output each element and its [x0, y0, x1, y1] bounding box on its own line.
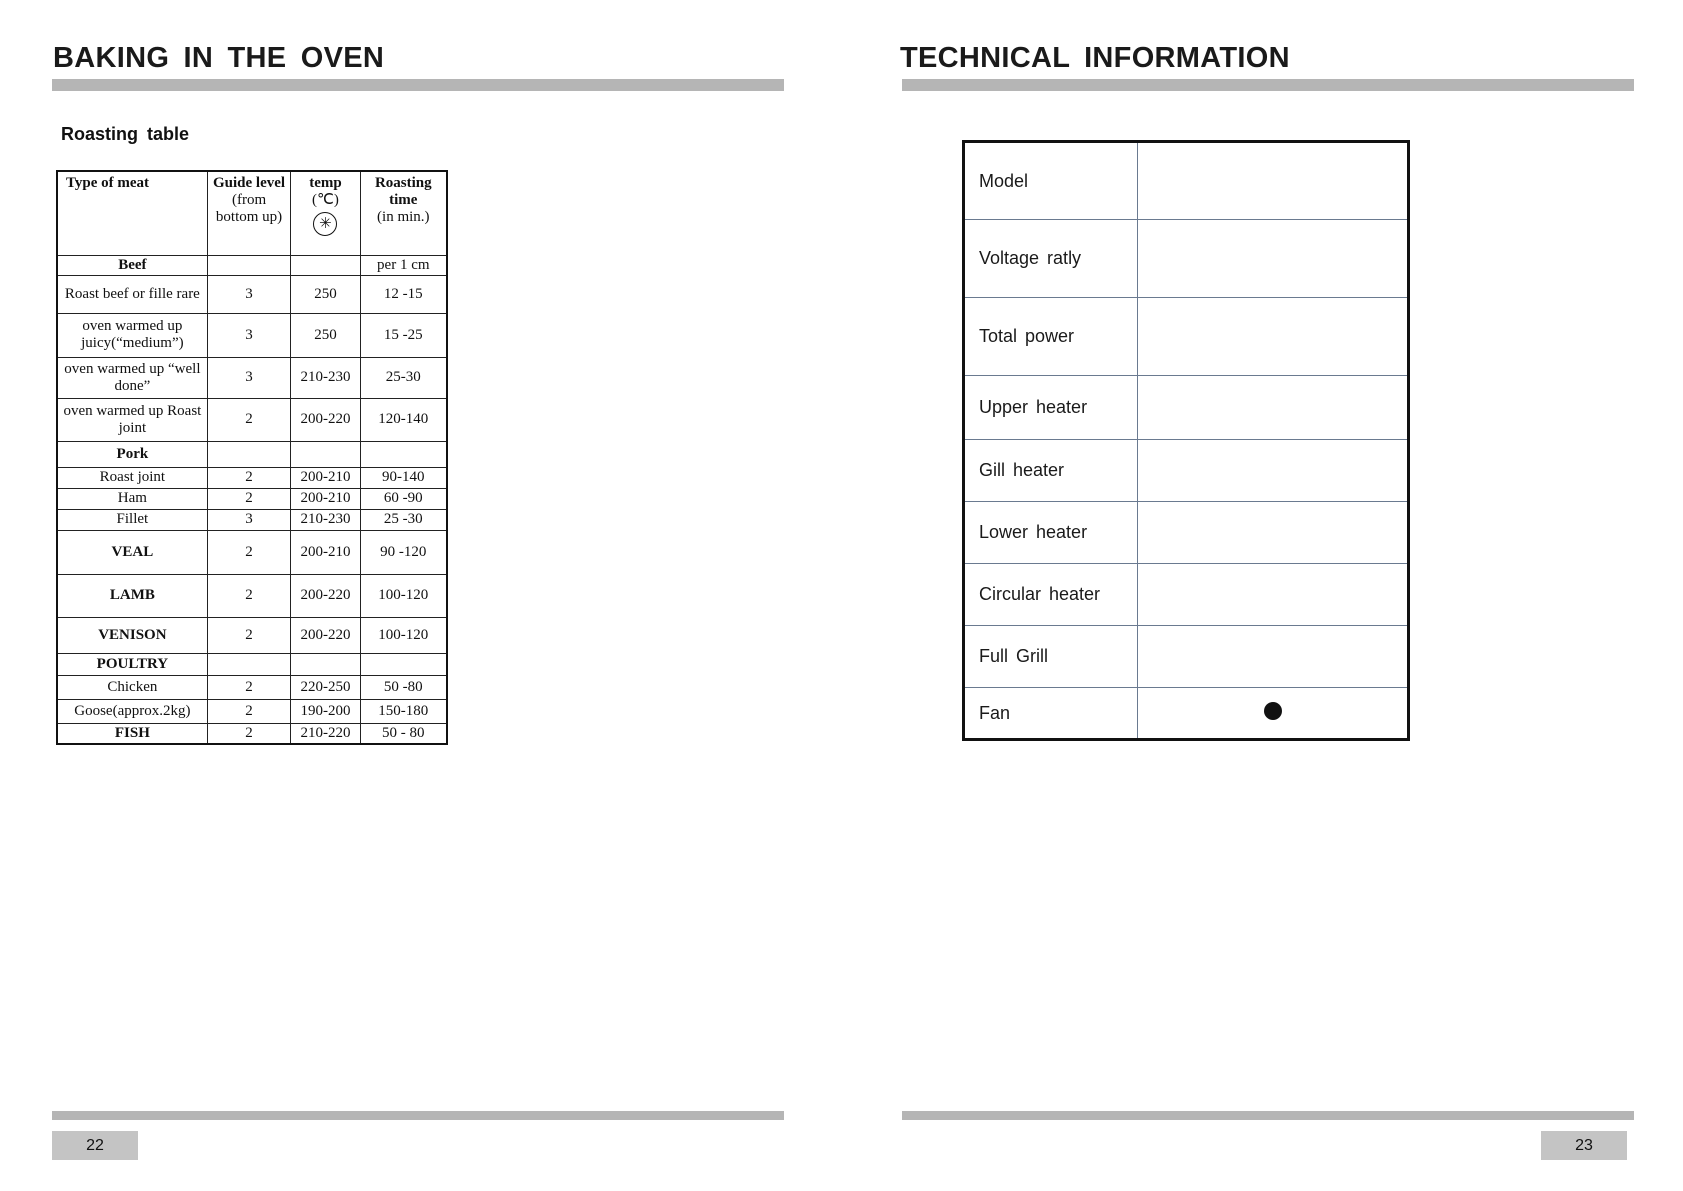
cell-roasting-time: 50 - 80 — [360, 723, 447, 744]
table-row — [964, 564, 1409, 626]
cell-roasting-time: 120-140 — [360, 398, 447, 441]
cell-guide-level: 3 — [207, 357, 291, 398]
section-subtitle: Roasting table — [61, 124, 190, 144]
table-row — [57, 530, 447, 574]
table-row — [57, 675, 447, 699]
cell-guide-level: 2 — [207, 723, 291, 744]
cell-roasting-time: 12 -15 — [360, 275, 447, 313]
cell-temp: 200-220 — [291, 574, 360, 617]
table-row — [964, 220, 1409, 298]
footer-rule — [52, 1111, 784, 1120]
table-row — [964, 688, 1409, 740]
header-guide-level-sub2: bottom up) — [215, 209, 283, 225]
header-temp-title: temp — [309, 175, 342, 191]
technical-info-body — [964, 142, 1409, 740]
table-row — [964, 502, 1409, 564]
cell-temp: 200-220 — [291, 398, 360, 441]
table-row — [57, 723, 447, 744]
cell-roasting-time: 90-140 — [360, 467, 447, 488]
cell-roasting-time: 25 -30 — [360, 509, 447, 530]
table-row — [57, 617, 447, 653]
header-time-title2: time — [389, 192, 418, 208]
cell-roasting-time — [360, 653, 447, 675]
cell-temp — [291, 255, 360, 275]
cell-roasting-time: 25-30 — [360, 357, 447, 398]
header-temp-unit: (℃) — [312, 192, 339, 208]
header-roasting-time — [360, 171, 447, 255]
cell-guide-level: 2 — [207, 467, 291, 488]
header-time-unit: (in min.) — [377, 209, 430, 225]
cell-roasting-time: per 1 cm — [360, 255, 447, 275]
header-guide-level-sub1: (from — [231, 192, 267, 208]
spec-label: Voltage ratly — [964, 220, 1138, 298]
cell-guide-level — [207, 653, 291, 675]
footer-rule — [902, 1111, 1634, 1120]
cell-guide-level — [207, 441, 291, 467]
header-rule — [52, 79, 784, 91]
spec-value — [1138, 502, 1409, 564]
table-row — [964, 298, 1409, 376]
table-row — [57, 313, 447, 357]
cell-type-of-meat: Ham — [57, 488, 207, 509]
left-page — [0, 0, 841, 1191]
cell-type-of-meat: Roast beef or fille rare — [57, 275, 207, 313]
page-number: 23 — [1541, 1131, 1627, 1160]
cell-type-of-meat: Pork — [57, 441, 207, 467]
cell-guide-level: 2 — [207, 574, 291, 617]
header-guide-level — [207, 171, 291, 255]
cell-roasting-time: 90 -120 — [360, 530, 447, 574]
cell-type-of-meat: LAMB — [57, 574, 207, 617]
cell-roasting-time: 60 -90 — [360, 488, 447, 509]
cell-temp: 200-210 — [291, 488, 360, 509]
spec-label: Model — [964, 142, 1138, 220]
spec-value — [1138, 298, 1409, 376]
spec-value — [1138, 564, 1409, 626]
table-row — [964, 376, 1409, 440]
cell-roasting-time: 100-120 — [360, 574, 447, 617]
cell-temp: 200-210 — [291, 467, 360, 488]
cell-type-of-meat: Beef — [57, 255, 207, 275]
cell-temp: 250 — [291, 275, 360, 313]
cell-guide-level: 2 — [207, 617, 291, 653]
spec-value — [1138, 220, 1409, 298]
roasting-table-body — [57, 255, 447, 744]
header-type-of-meat: Type of meat — [57, 171, 207, 255]
header-temp — [291, 171, 360, 255]
cell-type-of-meat: VENISON — [57, 617, 207, 653]
table-row — [57, 255, 447, 275]
table-row — [964, 142, 1409, 220]
table-row — [57, 699, 447, 723]
cell-guide-level: 3 — [207, 509, 291, 530]
header-guide-level-title: Guide level — [213, 175, 286, 191]
cell-type-of-meat: oven warmed up “well done” — [57, 357, 207, 398]
cell-type-of-meat: POULTRY — [57, 653, 207, 675]
cell-guide-level: 3 — [207, 275, 291, 313]
cell-temp: 200-210 — [291, 530, 360, 574]
roasting-table — [56, 170, 448, 745]
table-row — [57, 275, 447, 313]
spec-label: Circular heater — [964, 564, 1138, 626]
cell-guide-level: 2 — [207, 488, 291, 509]
cell-temp: 220-250 — [291, 675, 360, 699]
right-page — [841, 0, 1683, 1191]
table-row — [964, 440, 1409, 502]
table-row — [57, 509, 447, 530]
spec-label: Gill heater — [964, 440, 1138, 502]
cell-guide-level: 2 — [207, 530, 291, 574]
fan-icon: ✳ — [313, 212, 337, 236]
cell-temp — [291, 441, 360, 467]
table-row — [57, 488, 447, 509]
cell-temp — [291, 653, 360, 675]
cell-temp: 210-230 — [291, 357, 360, 398]
cell-roasting-time — [360, 441, 447, 467]
table-row — [57, 653, 447, 675]
cell-temp: 200-220 — [291, 617, 360, 653]
cell-type-of-meat: Chicken — [57, 675, 207, 699]
page-heading: BAKING IN THE OVEN — [53, 42, 385, 74]
cell-roasting-time: 15 -25 — [360, 313, 447, 357]
filled-dot-icon — [1264, 702, 1282, 720]
page-number: 22 — [52, 1131, 138, 1160]
spec-value — [1138, 376, 1409, 440]
cell-guide-level: 2 — [207, 675, 291, 699]
table-row — [964, 626, 1409, 688]
cell-roasting-time: 150-180 — [360, 699, 447, 723]
technical-info-table — [962, 140, 1410, 741]
spec-label: Fan — [964, 688, 1138, 740]
cell-temp: 250 — [291, 313, 360, 357]
cell-guide-level: 3 — [207, 313, 291, 357]
spec-label: Full Grill — [964, 626, 1138, 688]
cell-temp: 210-230 — [291, 509, 360, 530]
cell-guide-level — [207, 255, 291, 275]
spec-value — [1138, 626, 1409, 688]
cell-temp: 210-220 — [291, 723, 360, 744]
table-row — [57, 574, 447, 617]
cell-type-of-meat: Goose(approx.2kg) — [57, 699, 207, 723]
table-row — [57, 398, 447, 441]
cell-temp: 190-200 — [291, 699, 360, 723]
spec-value — [1138, 688, 1409, 740]
cell-roasting-time: 50 -80 — [360, 675, 447, 699]
header-time-title: Roasting — [374, 175, 432, 191]
cell-guide-level: 2 — [207, 398, 291, 441]
spec-label: Total power — [964, 298, 1138, 376]
cell-type-of-meat: oven warmed up juicy(“medium”) — [57, 313, 207, 357]
spec-value — [1138, 440, 1409, 502]
table-row — [57, 357, 447, 398]
cell-type-of-meat: Roast joint — [57, 467, 207, 488]
table-header-row — [57, 171, 447, 255]
page-heading: TECHNICAL INFORMATION — [900, 42, 1290, 74]
spec-label: Upper heater — [964, 376, 1138, 440]
table-row — [57, 467, 447, 488]
header-rule — [902, 79, 1634, 91]
cell-type-of-meat: Fillet — [57, 509, 207, 530]
spec-value — [1138, 142, 1409, 220]
cell-type-of-meat: VEAL — [57, 530, 207, 574]
cell-type-of-meat: oven warmed up Roast joint — [57, 398, 207, 441]
table-row — [57, 441, 447, 467]
cell-guide-level: 2 — [207, 699, 291, 723]
cell-roasting-time: 100-120 — [360, 617, 447, 653]
spec-label: Lower heater — [964, 502, 1138, 564]
cell-type-of-meat: FISH — [57, 723, 207, 744]
